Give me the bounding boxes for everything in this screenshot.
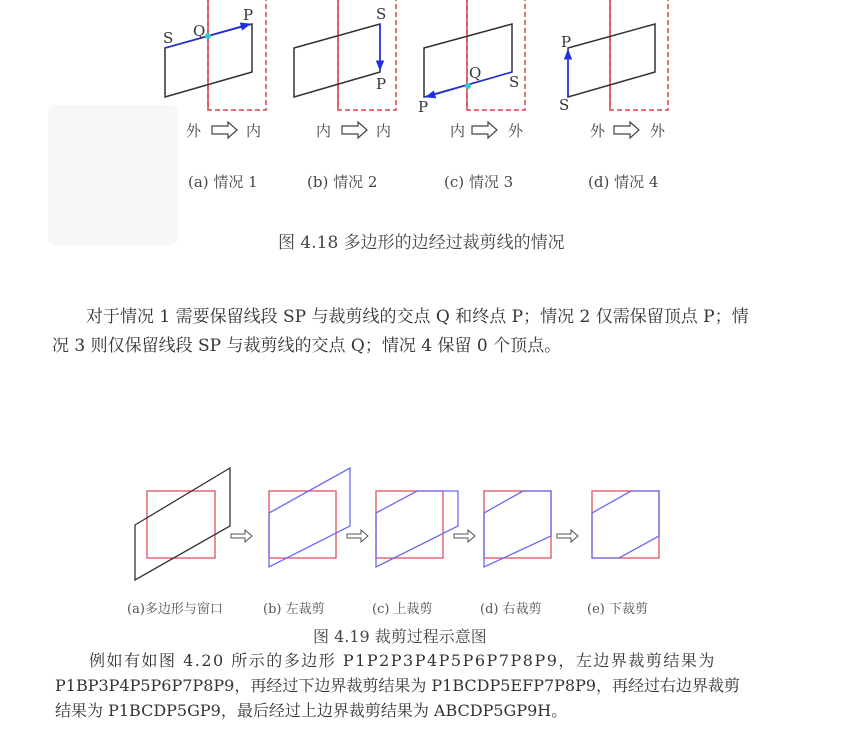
figure-4-18 bbox=[0, 0, 861, 200]
subfig-d-diagram bbox=[484, 491, 551, 567]
subfig-b-caption: (b) 左裁剪 bbox=[263, 602, 325, 617]
paragraph-1-line-2: 况 3 则仅保留线段 SP 与裁剪线的交点 Q；情况 4 保留 0 个顶点。 bbox=[52, 336, 562, 356]
figure-4-19-caption: 图 4.19 裁剪过程示意图 bbox=[313, 627, 487, 646]
transition-from-a: 外 bbox=[186, 122, 202, 140]
label-S: S bbox=[509, 73, 520, 91]
subfig-c-caption: (c) 情况 3 bbox=[444, 173, 514, 191]
label-P: P bbox=[418, 98, 429, 116]
transition-to-d: 外 bbox=[650, 122, 666, 140]
transition-from-d: 外 bbox=[590, 122, 606, 140]
subfig-d-caption: (d) 右裁剪 bbox=[480, 602, 542, 617]
subfig-a-diagram bbox=[135, 468, 230, 580]
label-S: S bbox=[163, 29, 174, 47]
subfig-a-caption: (a)多边形与窗口 bbox=[127, 602, 223, 617]
subfig-d-diagram bbox=[568, 0, 668, 110]
transition-arrows bbox=[212, 122, 639, 138]
subfig-c-diagram bbox=[424, 0, 525, 110]
subfig-b-diagram bbox=[269, 468, 350, 567]
transition-to-b: 内 bbox=[376, 122, 392, 140]
paragraph-2-line-3: 结果为 P1BCDP5GP9，最后经过上边界裁剪结果为 ABCDP5GP9H。 bbox=[55, 701, 568, 720]
paragraph-2 bbox=[55, 648, 755, 723]
paragraph-1 bbox=[52, 303, 822, 361]
subfig-e-caption: (e) 下裁剪 bbox=[587, 602, 648, 617]
label-S: S bbox=[376, 5, 387, 23]
label-P: P bbox=[561, 33, 572, 51]
label-Q: Q bbox=[193, 22, 206, 40]
figure-4-18-caption: 图 4.18 多边形的边经过裁剪线的情况 bbox=[278, 233, 565, 253]
transition-from-b: 内 bbox=[316, 122, 332, 140]
figure-4-19 bbox=[0, 455, 861, 625]
label-Q: Q bbox=[469, 64, 482, 82]
subfig-a-caption: (a) 情况 1 bbox=[188, 173, 258, 191]
paragraph-2-line-1: 例如有如图 4.20 所示的多边形 P1P2P3P4P5P6P7P8P9，左边界裁剪结果为 bbox=[89, 651, 716, 670]
figure-4-18-diagram bbox=[0, 0, 861, 200]
subfig-c-caption: (c) 上裁剪 bbox=[372, 602, 433, 617]
transition-to-c: 外 bbox=[508, 122, 524, 140]
subfig-c-diagram bbox=[376, 491, 458, 567]
subfig-b-caption: (b) 情况 2 bbox=[307, 173, 378, 191]
transition-to-a: 内 bbox=[246, 122, 262, 140]
subfig-d-caption: (d) 情况 4 bbox=[588, 173, 659, 191]
label-S: S bbox=[559, 96, 570, 114]
transition-from-c: 内 bbox=[450, 122, 466, 140]
label-P: P bbox=[376, 75, 387, 93]
paragraph-1-line-1: 对于情况 1 需要保留线段 SP 与裁剪线的交点 Q 和终点 P；情况 2 仅需保留顶点 P；情 bbox=[86, 307, 749, 327]
subfig-e-diagram bbox=[592, 491, 659, 558]
paragraph-2-line-2: P1BP3P4P5P6P7P8P9，再经过下边界裁剪结果为 P1BCDP5EFP7P8P9，再经过右边界裁剪 bbox=[55, 676, 741, 695]
label-P: P bbox=[243, 6, 254, 24]
